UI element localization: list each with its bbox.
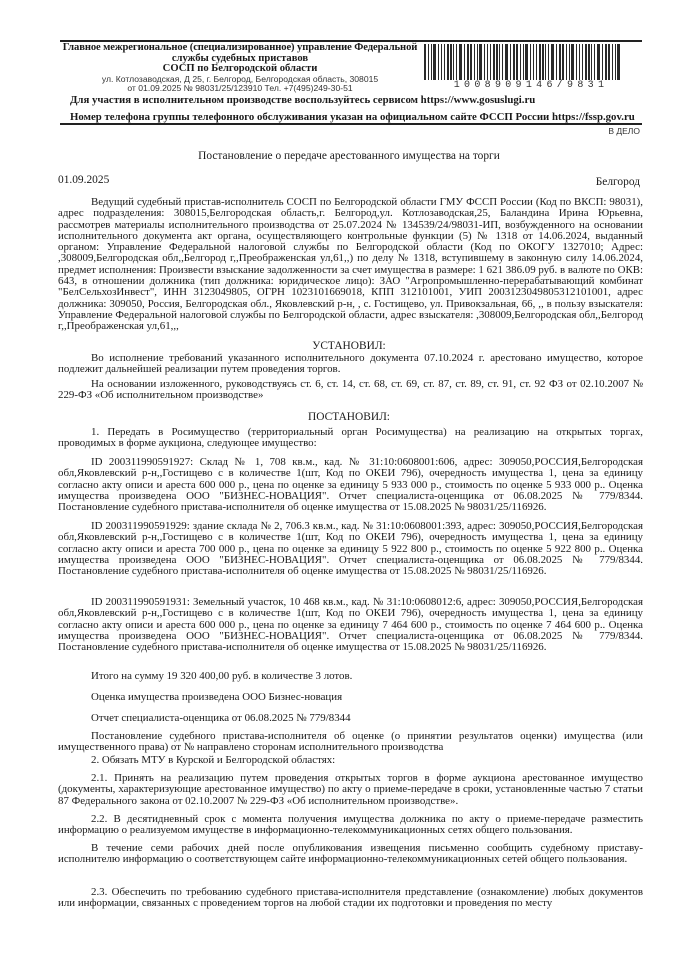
document-date: 01.09.2025 bbox=[58, 174, 110, 186]
org-name-line1: Главное межрегиональное (специализированное) управление Федеральной bbox=[62, 42, 418, 53]
phone-notice: Номер телефона группы телефонного обслуживания указан на официальном сайте ФССП России https://fssp.gov.ru bbox=[70, 111, 635, 123]
appraisal-sent-paragraph: Постановление судебного пристава-исполнителя об оценке (о принятии результатов оценки) имущества (или имущественного права) от № направлено сторонам исполнительного производства bbox=[58, 730, 643, 754]
item-2-3-paragraph: 2.3. Обеспечить по требованию судебного пристава-исполнителя представление (ознакомление) любых документов или информации, связанных с проведением торгов на любой стадии их подготовки и проведения по месту bbox=[58, 886, 643, 910]
lot-3: ID 200311990591931: Земельный участок, 10 468 кв.м., кад. № 31:10:0608012:6, адрес: 309050,РОССИЯ,Белгородская обл,Яковлевский р-н,,Гостищево с в количестве 1(шт, Код по ОКЕИ 796), очередность имущества 1, цена за единицу согласно акту описи и ареста 600 000 р., цена по оценке за единицу 7 464 600 р., стоимость по оценке 7 464 600 р.. Оценка имущества произведена ООО "БИЗНЕС-НОВАЦИЯ". Отчет специалиста-оценщика от 06.08.2025 № 779/8344. Постановление судебного пристава-исполнителя об оценке имущества от 15.08.2025 № 98031/25/116926. bbox=[58, 596, 643, 654]
file-stamp: В ДЕЛО bbox=[608, 126, 640, 136]
org-address: ул. Котлозаводская, Д 25, г. Белгород, Белгородская область, 308015 bbox=[101, 73, 379, 84]
total-line: Итого на сумму 19 320 400,00 руб. в количестве 3 лотов. bbox=[91, 670, 353, 682]
barcode-icon bbox=[424, 44, 638, 80]
item-2-2-paragraph: 2.2. В десятидневный срок с момента получения имущества должника по акту о приеме-передаче разместить информацию о реализуемом имуществе в информационно-телекоммуникационных сетях общего пользования. bbox=[58, 813, 643, 837]
barcode-number: 1008909146/9831 bbox=[453, 80, 609, 91]
resolved-heading: ПОСТАНОВИЛ: bbox=[308, 411, 390, 423]
appraiser-line: Оценка имущества произведена ООО Бизнес-новация bbox=[91, 691, 343, 703]
item-2-1-paragraph: 2.1. Принять на реализацию путем проведения открытых торгов в форме аукциона арестованное имущество (документы, характеризующие арестованное имущество) по акту о приеме-передаче в сроки, установленные частью 7 статьи 87 Федерального закона от 02.10.2007 № 229-ФЗ «Об исполнительном производстве». bbox=[58, 772, 643, 807]
org-name-line2: службы судебных приставов bbox=[171, 52, 309, 64]
gosuslugi-notice: Для участия в исполнительном производстве воспользуйтесь сервисом https://www.gosuslugi.ru bbox=[70, 94, 536, 106]
item-2-2b-paragraph: В течение семи рабочих дней после опубликования извещения письменно сообщить судебному приставу-исполнителю информацию о соответствующем сайте информационно-телекоммуникационных сетей общего пользования. bbox=[58, 842, 643, 866]
report-line: Отчет специалиста-оценщика от 06.08.2025 № 779/8344 bbox=[91, 712, 351, 724]
lot-1: ID 200311990591927: Склад № 1, 708 кв.м., кад. № 31:10:0608001:606, адрес: 309050,РОССИЯ,Белгородская обл,Яковлевский р-н,,Гостищево с в количестве 1(шт, Код по ОКЕИ 796), очередность имущества 1, цена за единицу согласно акту описи и ареста 600 000 р., цена по оценке за единицу 5 933 000 р., стоимость по оценке 5 933 000 р.. Оценка имущества произведена ООО "БИЗНЕС-НОВАЦИЯ". Отчет специалиста-оценщика от 06.08.2025 № 779/8344. Постановление судебного пристава-исполнителя об оценке имущества от 15.08.2025 № 98031/25/116926. bbox=[58, 456, 643, 514]
header-bottom-rule bbox=[60, 123, 642, 125]
document-city: Белгород bbox=[595, 176, 640, 188]
document-title: Постановление о передаче арестованного имущества на торги bbox=[198, 150, 500, 162]
lot-2: ID 200311990591929: здание склада № 2, 706.3 кв.м., кад. № 31:10:0608001:393, адрес: 309050,РОССИЯ,Белгородская обл,Яковлевский р-н,,Гостищево с в количестве 1(шт, Код по ОКЕИ 796), очередность имущества 1, цена за единицу согласно акту описи и ареста 700 000 р., цена по оценке за единицу 5 922 800 р., стоимость по оценке 5 922 800 р.. Оценка имущества произведена ООО "БИЗНЕС-НОВАЦИЯ". Отчет специалиста-оценщика от 06.08.2025 № 779/8344. Постановление судебного пристава-исполнителя об оценке имущества от 15.08.2025 № 98031/25/116926. bbox=[58, 520, 643, 578]
intro-paragraph: Ведущий судебный пристав-исполнитель СОСП по Белгородской области ГМУ ФССП России (Код по ВКСП: 98031), адрес подразделения: 308015,Белгородская область,г. Белгород,ул. Котлозаводская,25, Баландина Ирина Юрьевна, рассмотрев материалы исполнительного производства от 25.07.2024 № 134539/24/98031-ИП, возбужденного на основании исполнительного документа акт органа, осуществляющего контрольные функции (5) № 1318 от 14.06.2024, выданный органом: Управление Федеральной налоговой службы по Белгородской области (Код по ОКОГУ 1327010; Адрес: ,308009,Белгородская обл,,Белгород г,,Преображенская ул,61,,) по делу № 1318, вступившему в законную силу 14.06.2024, предмет исполнения: Произвести взыскание задолженности за счет имущества в размере: 1 621 386.09 руб. в валюте по ОКВ: 643, в отношении должника (тип должника: юридическое лицо): ЗАО "Агропромышленно-перерабатывающий комбинат "БелСельхозИнвест", ИНН 3123049805, ОГРН 1023101669018, КПП 312101001, УИП 2003123049805312101001, адрес должника: 309050, Россия, Белгородская обл., Яковлевский р-н, , с. Гостищево, ул. Привокзальная, 66, ,, в пользу взыскателя: Управление Федеральной налоговой службы по Белгородской области, адрес взыскателя: ,308009,Белгородская обл,,Белгород г,,Преображенская ул,61,,, bbox=[58, 196, 643, 333]
established-paragraph: Во исполнение требований указанного исполнительного документа 07.10.2024 г. арестовано имущество, которое подлежит дальнейшей реализации путем проведения торгов. bbox=[58, 352, 643, 376]
org-name-line3: СОСП по Белгородской области bbox=[162, 63, 318, 74]
item-2-line: 2. Обязать МТУ в Курской и Белгородской областях: bbox=[91, 754, 336, 766]
established-heading: УСТАНОВИЛ: bbox=[312, 340, 386, 352]
basis-paragraph: На основании изложенного, руководствуясь ст. 6, ст. 14, ст. 68, ст. 69, ст. 87, ст. 89, ст. 91, ст. 92 ФЗ от 02.10.2007 № 229-ФЗ «Об исполнительном производстве» bbox=[58, 378, 643, 402]
issuing-authority-block bbox=[60, 43, 420, 93]
item-1-paragraph: 1. Передать в Росимущество (территориальный орган Росимущества) на реализацию на открытых торгах, проводимых в форме аукциона, следующее имущество: bbox=[58, 426, 643, 450]
registration-line: от 01.09.2025 № 98031/25/123910 Тел. +7(495)249-30-51 bbox=[127, 82, 353, 93]
